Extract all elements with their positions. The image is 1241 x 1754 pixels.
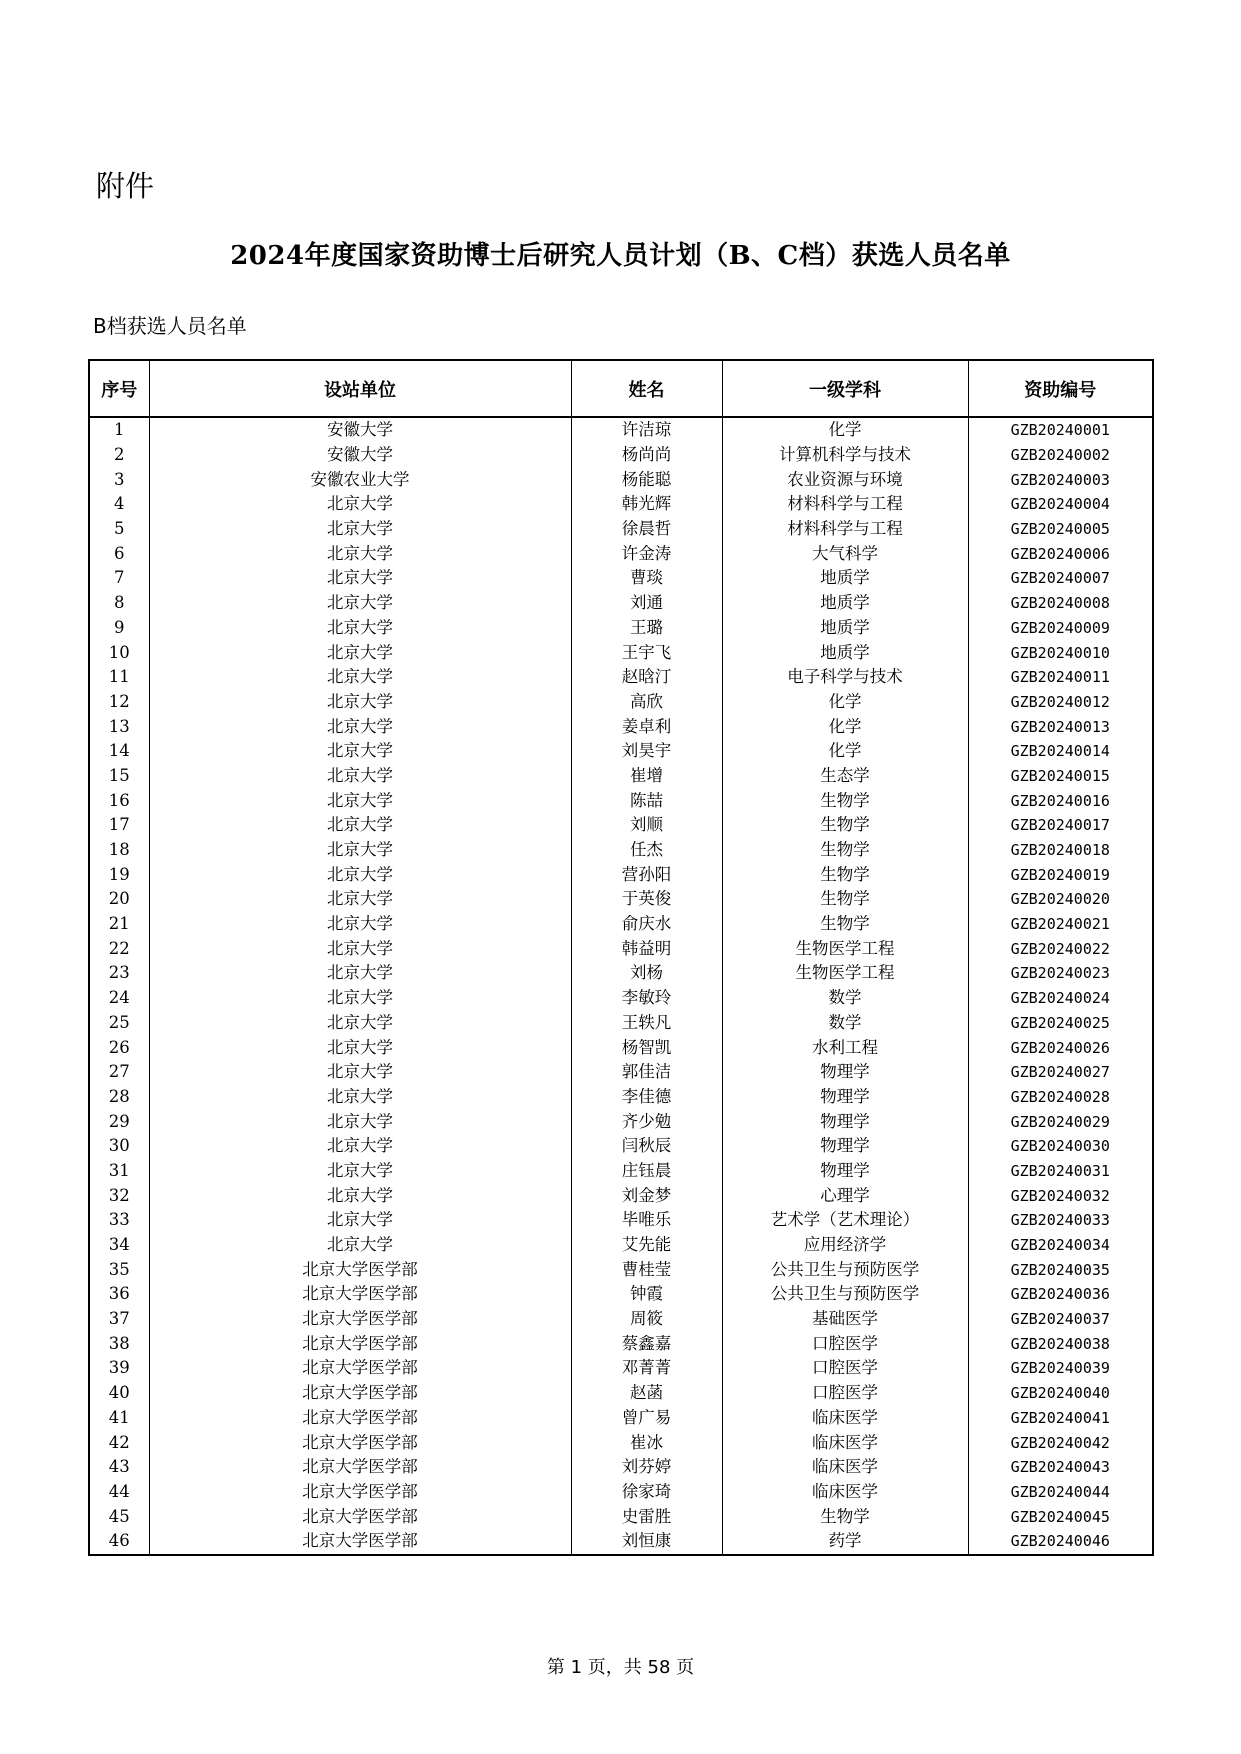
- cell-grant-id: GZB20240046: [968, 1529, 1153, 1555]
- cell-discipline: 生物学: [722, 838, 968, 863]
- cell-serial: 2: [89, 443, 149, 468]
- section-title: B档获选人员名单: [93, 314, 247, 338]
- cell-name: 毕唯乐: [571, 1208, 722, 1233]
- cell-grant-id: GZB20240038: [968, 1331, 1153, 1356]
- cell-institution: 北京大学医学部: [149, 1480, 571, 1505]
- cell-name: 王宇飞: [571, 640, 722, 665]
- cell-grant-id: GZB20240014: [968, 739, 1153, 764]
- cell-institution: 北京大学: [149, 690, 571, 715]
- cell-serial: 4: [89, 492, 149, 517]
- cell-serial: 35: [89, 1257, 149, 1282]
- cell-name: 刘杨: [571, 961, 722, 986]
- cell-discipline: 物理学: [722, 1085, 968, 1110]
- cell-grant-id: GZB20240043: [968, 1455, 1153, 1480]
- cell-discipline: 生物学: [722, 813, 968, 838]
- cell-institution: 北京大学: [149, 936, 571, 961]
- table-row: [89, 1504, 1153, 1529]
- table-row: [89, 690, 1153, 715]
- cell-discipline: 农业资源与环境: [722, 467, 968, 492]
- cell-name: 王轶凡: [571, 1011, 722, 1036]
- cell-name: 蔡鑫嘉: [571, 1331, 722, 1356]
- cell-discipline: 物理学: [722, 1060, 968, 1085]
- cell-institution: 北京大学医学部: [149, 1282, 571, 1307]
- cell-grant-id: GZB20240007: [968, 566, 1153, 591]
- cell-serial: 12: [89, 690, 149, 715]
- table-row: [89, 1159, 1153, 1184]
- attachment-label: 附件: [96, 169, 155, 203]
- cell-serial: 38: [89, 1331, 149, 1356]
- cell-institution: 北京大学: [149, 887, 571, 912]
- cell-name: 艾先能: [571, 1233, 722, 1258]
- cell-name: 庄钰晨: [571, 1159, 722, 1184]
- cell-institution: 北京大学: [149, 764, 571, 789]
- cell-institution: 安徽大学: [149, 417, 571, 443]
- current-page-number: 1: [570, 1657, 583, 1678]
- cell-grant-id: GZB20240045: [968, 1504, 1153, 1529]
- cell-serial: 46: [89, 1529, 149, 1555]
- cell-institution: 北京大学: [149, 1233, 571, 1258]
- cell-grant-id: GZB20240032: [968, 1183, 1153, 1208]
- cell-serial: 33: [89, 1208, 149, 1233]
- cell-name: 赵菡: [571, 1381, 722, 1406]
- cell-name: 许洁琼: [571, 417, 722, 443]
- cell-discipline: 地质学: [722, 640, 968, 665]
- cell-discipline: 临床医学: [722, 1480, 968, 1505]
- cell-serial: 31: [89, 1159, 149, 1184]
- table-row: [89, 517, 1153, 542]
- cell-name: 崔冰: [571, 1430, 722, 1455]
- table-row: [89, 1381, 1153, 1406]
- cell-discipline: 应用经济学: [722, 1233, 968, 1258]
- table-row: [89, 1208, 1153, 1233]
- table-row: [89, 1307, 1153, 1332]
- cell-serial: 37: [89, 1307, 149, 1332]
- cell-name: 周筱: [571, 1307, 722, 1332]
- cell-discipline: 生态学: [722, 764, 968, 789]
- cell-grant-id: GZB20240002: [968, 443, 1153, 468]
- cell-discipline: 地质学: [722, 566, 968, 591]
- cell-grant-id: GZB20240019: [968, 862, 1153, 887]
- table-row: [89, 813, 1153, 838]
- cell-grant-id: GZB20240008: [968, 591, 1153, 616]
- table-row: [89, 1134, 1153, 1159]
- cell-grant-id: GZB20240031: [968, 1159, 1153, 1184]
- cell-institution: 北京大学医学部: [149, 1529, 571, 1555]
- cell-discipline: 数学: [722, 1011, 968, 1036]
- cell-grant-id: GZB20240003: [968, 467, 1153, 492]
- cell-discipline: 口腔医学: [722, 1331, 968, 1356]
- table-row: [89, 986, 1153, 1011]
- cell-serial: 6: [89, 541, 149, 566]
- cell-name: 许金涛: [571, 541, 722, 566]
- table-row: [89, 1011, 1153, 1036]
- cell-institution: 安徽大学: [149, 443, 571, 468]
- cell-name: 杨智凯: [571, 1035, 722, 1060]
- cell-institution: 北京大学医学部: [149, 1356, 571, 1381]
- header-serial: 序号: [89, 360, 149, 417]
- cell-discipline: 基础医学: [722, 1307, 968, 1332]
- footer-middle: 页，共: [587, 1657, 642, 1678]
- table-row: [89, 1060, 1153, 1085]
- cell-discipline: 生物学: [722, 788, 968, 813]
- cell-serial: 41: [89, 1406, 149, 1431]
- cell-serial: 29: [89, 1109, 149, 1134]
- cell-grant-id: GZB20240044: [968, 1480, 1153, 1505]
- table-row: [89, 936, 1153, 961]
- table-row: [89, 665, 1153, 690]
- cell-discipline: 心理学: [722, 1183, 968, 1208]
- cell-serial: 10: [89, 640, 149, 665]
- cell-grant-id: GZB20240006: [968, 541, 1153, 566]
- cell-serial: 19: [89, 862, 149, 887]
- cell-grant-id: GZB20240004: [968, 492, 1153, 517]
- cell-name: 齐少勉: [571, 1109, 722, 1134]
- cell-grant-id: GZB20240020: [968, 887, 1153, 912]
- cell-institution: 北京大学: [149, 1134, 571, 1159]
- total-pages-number: 58: [647, 1657, 671, 1678]
- table-row: [89, 566, 1153, 591]
- cell-grant-id: GZB20240035: [968, 1257, 1153, 1282]
- table-row: [89, 1455, 1153, 1480]
- cell-discipline: 生物学: [722, 862, 968, 887]
- cell-serial: 17: [89, 813, 149, 838]
- table-row: [89, 1035, 1153, 1060]
- cell-institution: 北京大学: [149, 1085, 571, 1110]
- footer-prefix: 第: [546, 1657, 565, 1678]
- table-row: [89, 887, 1153, 912]
- cell-serial: 14: [89, 739, 149, 764]
- cell-institution: 北京大学: [149, 1109, 571, 1134]
- cell-discipline: 大气科学: [722, 541, 968, 566]
- cell-grant-id: GZB20240013: [968, 714, 1153, 739]
- cell-name: 姜卓利: [571, 714, 722, 739]
- cell-discipline: 电子科学与技术: [722, 665, 968, 690]
- cell-serial: 28: [89, 1085, 149, 1110]
- header-institution: 设站单位: [149, 360, 571, 417]
- table-row: [89, 1233, 1153, 1258]
- recipients-table: [88, 359, 1154, 1556]
- footer-suffix: 页: [676, 1657, 695, 1678]
- cell-institution: 北京大学: [149, 986, 571, 1011]
- cell-name: 韩光辉: [571, 492, 722, 517]
- table-row: [89, 1331, 1153, 1356]
- cell-grant-id: GZB20240034: [968, 1233, 1153, 1258]
- cell-grant-id: GZB20240010: [968, 640, 1153, 665]
- cell-discipline: 生物医学工程: [722, 961, 968, 986]
- table-row: [89, 1109, 1153, 1134]
- cell-serial: 23: [89, 961, 149, 986]
- cell-name: 刘顺: [571, 813, 722, 838]
- table-row: [89, 788, 1153, 813]
- cell-name: 杨能聪: [571, 467, 722, 492]
- cell-discipline: 化学: [722, 714, 968, 739]
- cell-discipline: 水利工程: [722, 1035, 968, 1060]
- cell-name: 赵晗汀: [571, 665, 722, 690]
- cell-grant-id: GZB20240018: [968, 838, 1153, 863]
- cell-institution: 北京大学医学部: [149, 1504, 571, 1529]
- cell-discipline: 地质学: [722, 616, 968, 641]
- table-row: [89, 1257, 1153, 1282]
- table-row: [89, 616, 1153, 641]
- table-header: [89, 360, 1153, 417]
- cell-serial: 15: [89, 764, 149, 789]
- cell-name: 徐晨哲: [571, 517, 722, 542]
- table-row: [89, 467, 1153, 492]
- cell-institution: 北京大学医学部: [149, 1331, 571, 1356]
- cell-serial: 30: [89, 1134, 149, 1159]
- cell-serial: 21: [89, 912, 149, 937]
- table-row: [89, 714, 1153, 739]
- cell-name: 杨尚尚: [571, 443, 722, 468]
- cell-discipline: 物理学: [722, 1134, 968, 1159]
- cell-institution: 北京大学: [149, 566, 571, 591]
- cell-grant-id: GZB20240027: [968, 1060, 1153, 1085]
- cell-name: 营孙阳: [571, 862, 722, 887]
- cell-institution: 北京大学: [149, 1208, 571, 1233]
- cell-institution: 北京大学医学部: [149, 1406, 571, 1431]
- cell-name: 王璐: [571, 616, 722, 641]
- cell-name: 俞庆水: [571, 912, 722, 937]
- cell-discipline: 物理学: [722, 1159, 968, 1184]
- cell-grant-id: GZB20240015: [968, 764, 1153, 789]
- cell-grant-id: GZB20240033: [968, 1208, 1153, 1233]
- cell-institution: 北京大学医学部: [149, 1381, 571, 1406]
- cell-name: 闫秋辰: [571, 1134, 722, 1159]
- cell-serial: 40: [89, 1381, 149, 1406]
- cell-grant-id: GZB20240037: [968, 1307, 1153, 1332]
- cell-discipline: 化学: [722, 690, 968, 715]
- cell-institution: 北京大学: [149, 640, 571, 665]
- table-row: [89, 912, 1153, 937]
- table-row: [89, 838, 1153, 863]
- cell-grant-id: GZB20240026: [968, 1035, 1153, 1060]
- table-row: [89, 1529, 1153, 1555]
- cell-grant-id: GZB20240012: [968, 690, 1153, 715]
- cell-name: 李佳德: [571, 1085, 722, 1110]
- cell-serial: 5: [89, 517, 149, 542]
- cell-institution: 北京大学: [149, 1011, 571, 1036]
- cell-discipline: 物理学: [722, 1109, 968, 1134]
- cell-discipline: 临床医学: [722, 1430, 968, 1455]
- cell-institution: 北京大学: [149, 912, 571, 937]
- cell-name: 钟霞: [571, 1282, 722, 1307]
- cell-serial: 42: [89, 1430, 149, 1455]
- cell-discipline: 临床医学: [722, 1406, 968, 1431]
- cell-grant-id: GZB20240030: [968, 1134, 1153, 1159]
- cell-institution: 北京大学: [149, 739, 571, 764]
- cell-name: 曹桂莹: [571, 1257, 722, 1282]
- cell-institution: 北京大学医学部: [149, 1257, 571, 1282]
- cell-grant-id: GZB20240040: [968, 1381, 1153, 1406]
- header-name: 姓名: [571, 360, 722, 417]
- cell-institution: 北京大学: [149, 541, 571, 566]
- cell-grant-id: GZB20240011: [968, 665, 1153, 690]
- cell-serial: 1: [89, 417, 149, 443]
- cell-grant-id: GZB20240009: [968, 616, 1153, 641]
- cell-grant-id: GZB20240029: [968, 1109, 1153, 1134]
- cell-institution: 北京大学: [149, 492, 571, 517]
- cell-name: 徐家琦: [571, 1480, 722, 1505]
- cell-grant-id: GZB20240005: [968, 517, 1153, 542]
- cell-institution: 北京大学: [149, 961, 571, 986]
- table-body: [89, 417, 1153, 1555]
- cell-serial: 26: [89, 1035, 149, 1060]
- cell-serial: 32: [89, 1183, 149, 1208]
- cell-grant-id: GZB20240025: [968, 1011, 1153, 1036]
- cell-name: 崔增: [571, 764, 722, 789]
- cell-institution: 北京大学: [149, 1183, 571, 1208]
- cell-name: 曹琰: [571, 566, 722, 591]
- cell-institution: 北京大学: [149, 1035, 571, 1060]
- table-row: [89, 1430, 1153, 1455]
- table-row: [89, 739, 1153, 764]
- cell-institution: 北京大学: [149, 788, 571, 813]
- cell-name: 于英俊: [571, 887, 722, 912]
- cell-serial: 16: [89, 788, 149, 813]
- cell-discipline: 地质学: [722, 591, 968, 616]
- cell-discipline: 材料科学与工程: [722, 492, 968, 517]
- page-footer: [0, 1656, 1241, 1680]
- cell-institution: 北京大学医学部: [149, 1307, 571, 1332]
- cell-institution: 北京大学: [149, 1159, 571, 1184]
- cell-institution: 北京大学: [149, 1060, 571, 1085]
- cell-name: 刘金梦: [571, 1183, 722, 1208]
- cell-serial: 27: [89, 1060, 149, 1085]
- cell-discipline: 化学: [722, 739, 968, 764]
- cell-grant-id: GZB20240022: [968, 936, 1153, 961]
- cell-serial: 9: [89, 616, 149, 641]
- cell-name: 邓菁菁: [571, 1356, 722, 1381]
- table-row: [89, 1406, 1153, 1431]
- cell-discipline: 公共卫生与预防医学: [722, 1257, 968, 1282]
- table-row: [89, 764, 1153, 789]
- cell-serial: 3: [89, 467, 149, 492]
- cell-grant-id: GZB20240042: [968, 1430, 1153, 1455]
- cell-serial: 34: [89, 1233, 149, 1258]
- cell-grant-id: GZB20240039: [968, 1356, 1153, 1381]
- table-row: [89, 417, 1153, 443]
- cell-discipline: 公共卫生与预防医学: [722, 1282, 968, 1307]
- table-row: [89, 1356, 1153, 1381]
- cell-serial: 11: [89, 665, 149, 690]
- cell-discipline: 药学: [722, 1529, 968, 1555]
- cell-institution: 北京大学: [149, 665, 571, 690]
- cell-name: 陈喆: [571, 788, 722, 813]
- cell-name: 刘通: [571, 591, 722, 616]
- cell-serial: 39: [89, 1356, 149, 1381]
- cell-grant-id: GZB20240041: [968, 1406, 1153, 1431]
- cell-institution: 北京大学: [149, 591, 571, 616]
- cell-name: 李敏玲: [571, 986, 722, 1011]
- cell-serial: 25: [89, 1011, 149, 1036]
- cell-name: 任杰: [571, 838, 722, 863]
- cell-serial: 7: [89, 566, 149, 591]
- table-row: [89, 1282, 1153, 1307]
- cell-name: 史雷胜: [571, 1504, 722, 1529]
- cell-discipline: 口腔医学: [722, 1381, 968, 1406]
- table-row: [89, 1183, 1153, 1208]
- cell-name: 刘芬婷: [571, 1455, 722, 1480]
- cell-institution: 北京大学医学部: [149, 1455, 571, 1480]
- table-row: [89, 443, 1153, 468]
- cell-discipline: 计算机科学与技术: [722, 443, 968, 468]
- table-row: [89, 1085, 1153, 1110]
- cell-serial: 45: [89, 1504, 149, 1529]
- cell-name: 刘恒康: [571, 1529, 722, 1555]
- cell-institution: 北京大学: [149, 714, 571, 739]
- cell-serial: 22: [89, 936, 149, 961]
- cell-name: 刘昊宇: [571, 739, 722, 764]
- cell-institution: 安徽农业大学: [149, 467, 571, 492]
- cell-serial: 44: [89, 1480, 149, 1505]
- cell-institution: 北京大学: [149, 517, 571, 542]
- cell-name: 郭佳洁: [571, 1060, 722, 1085]
- cell-grant-id: GZB20240036: [968, 1282, 1153, 1307]
- cell-discipline: 生物学: [722, 912, 968, 937]
- cell-serial: 36: [89, 1282, 149, 1307]
- cell-institution: 北京大学: [149, 838, 571, 863]
- header-grant-id: 资助编号: [968, 360, 1153, 417]
- cell-discipline: 化学: [722, 417, 968, 443]
- header-discipline: 一级学科: [722, 360, 968, 417]
- cell-serial: 20: [89, 887, 149, 912]
- cell-discipline: 艺术学（艺术理论）: [722, 1208, 968, 1233]
- table-row: [89, 591, 1153, 616]
- table-row: [89, 961, 1153, 986]
- cell-grant-id: GZB20240016: [968, 788, 1153, 813]
- cell-grant-id: GZB20240024: [968, 986, 1153, 1011]
- cell-discipline: 材料科学与工程: [722, 517, 968, 542]
- cell-name: 韩益明: [571, 936, 722, 961]
- cell-grant-id: GZB20240017: [968, 813, 1153, 838]
- cell-name: 曾广易: [571, 1406, 722, 1431]
- cell-discipline: 数学: [722, 986, 968, 1011]
- cell-institution: 北京大学: [149, 813, 571, 838]
- table-row: [89, 541, 1153, 566]
- cell-serial: 18: [89, 838, 149, 863]
- table-row: [89, 1480, 1153, 1505]
- cell-discipline: 生物学: [722, 1504, 968, 1529]
- table-row: [89, 492, 1153, 517]
- cell-serial: 43: [89, 1455, 149, 1480]
- cell-institution: 北京大学: [149, 616, 571, 641]
- cell-grant-id: GZB20240021: [968, 912, 1153, 937]
- cell-institution: 北京大学: [149, 862, 571, 887]
- cell-grant-id: GZB20240001: [968, 417, 1153, 443]
- cell-institution: 北京大学医学部: [149, 1430, 571, 1455]
- cell-serial: 8: [89, 591, 149, 616]
- cell-name: 高欣: [571, 690, 722, 715]
- table-row: [89, 640, 1153, 665]
- cell-grant-id: GZB20240023: [968, 961, 1153, 986]
- cell-discipline: 生物医学工程: [722, 936, 968, 961]
- cell-serial: 24: [89, 986, 149, 1011]
- cell-serial: 13: [89, 714, 149, 739]
- table-row: [89, 862, 1153, 887]
- cell-discipline: 生物学: [722, 887, 968, 912]
- cell-grant-id: GZB20240028: [968, 1085, 1153, 1110]
- cell-discipline: 口腔医学: [722, 1356, 968, 1381]
- cell-discipline: 临床医学: [722, 1455, 968, 1480]
- document-title: 2024年度国家资助博士后研究人员计划（B、C档）获选人员名单: [230, 241, 1011, 271]
